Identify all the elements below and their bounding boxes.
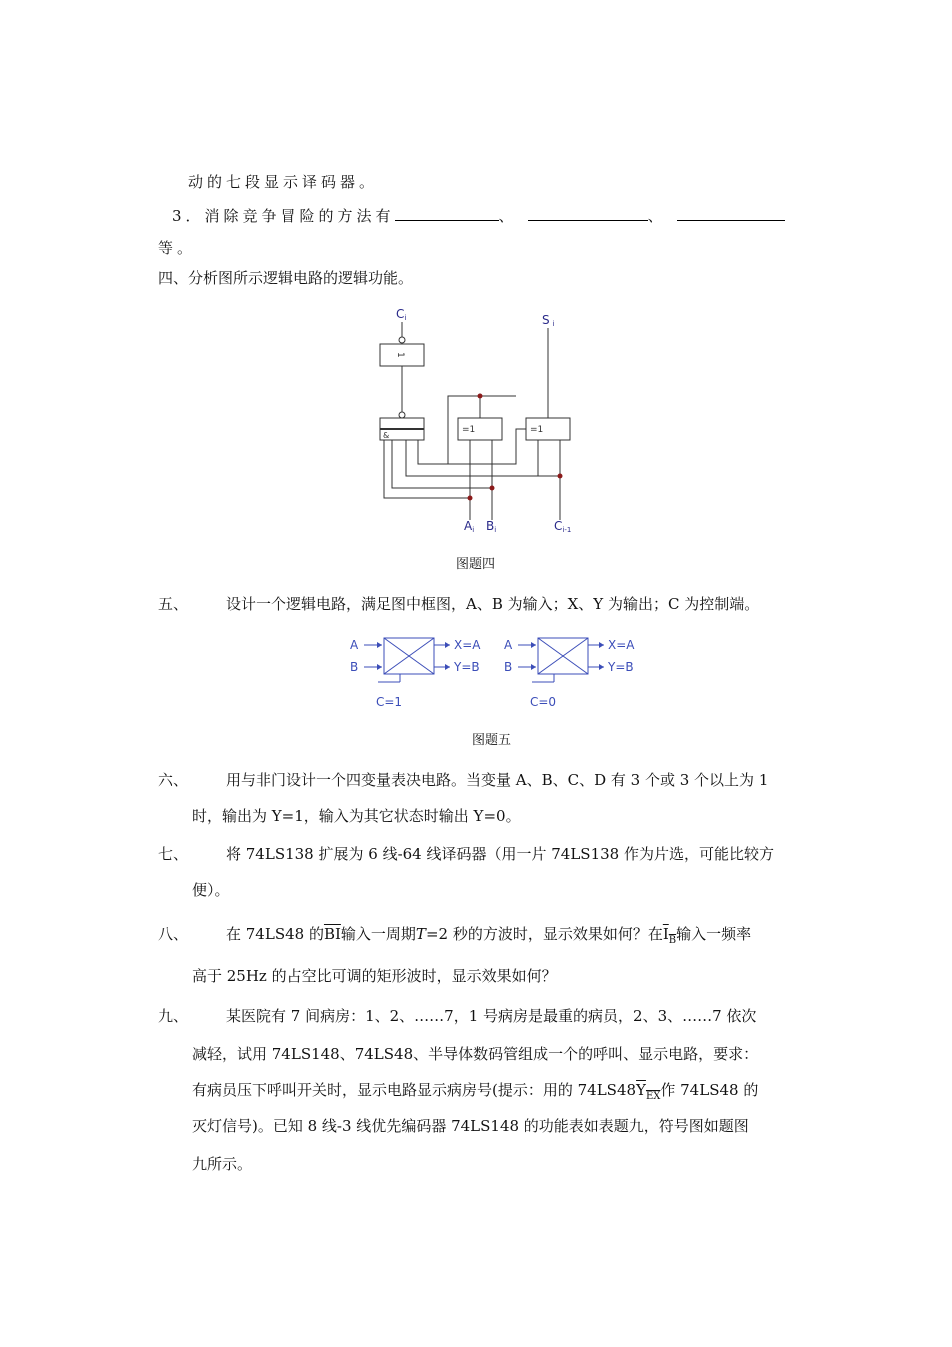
question-7-line-2: 便）。 <box>192 881 230 899</box>
question-9-line-5: 九所示。 <box>192 1155 253 1173</box>
logic-circuit-diagram <box>370 302 590 534</box>
answer-blank-1[interactable] <box>395 206 499 221</box>
output-x-label: X=A <box>454 638 481 652</box>
figure-5-caption: 图题五 <box>472 733 512 748</box>
xor-gate-1-label: =1 <box>462 425 476 435</box>
question-9-line-3 <box>192 1080 758 1103</box>
separator: 、 <box>647 207 667 225</box>
question-6-number: 六、 <box>158 771 189 789</box>
question-9-text: 有病员压下呼叫开关时，显示电路显示病房号(提示：用的 74LS48 <box>192 1081 637 1099</box>
output-y-label: Y=B <box>608 660 634 674</box>
question-8-text: 输入一周期 <box>340 925 416 943</box>
label-si: Si <box>542 313 555 328</box>
label-ai: Ai <box>464 519 475 534</box>
question-3-label: 3．消除竞争冒险的方法有 <box>172 207 395 225</box>
question-8-text: 在 74LS48 的 <box>226 925 324 943</box>
question-9-line-4: 灭灯信号)。已知 8 线-3 线优先编码器 74LS148 的功能表如表题九，符号图如题图 <box>192 1117 749 1135</box>
question-6-line-1: 用与非门设计一个四变量表决电路。当变量 A、B、C、D 有 3 个或 3 个以上为 1 <box>226 771 769 789</box>
question-7-line-1: 将 74LS138 扩展为 6 线-64 线译码器（用一片 74LS138 作为片选，可能比较方 <box>226 845 774 863</box>
not-gate-label: 1 <box>395 352 405 358</box>
separator: 、 <box>498 207 518 225</box>
period-symbol: T <box>415 925 426 943</box>
question-3 <box>172 206 785 226</box>
text-line: 等。 <box>158 239 197 257</box>
output-y-label: Y=B <box>454 660 480 674</box>
bi-overline-label: $\overline{BI}$ <box>323 925 341 943</box>
label-bi: Bi <box>486 519 497 534</box>
ib-overline-label: $I_B$ <box>662 925 677 946</box>
question-8-number: 八、 <box>158 925 189 943</box>
question-5-text: 设计一个逻辑电路，满足图中框图，A、B 为输入；X、Y 为输出；C 为控制端。 <box>226 595 760 613</box>
xor-gate-2-label: =1 <box>530 425 544 435</box>
question-9-number: 九、 <box>158 1007 189 1025</box>
label-ci-1: Ci-1 <box>554 519 572 534</box>
question-5-number: 五、 <box>158 595 189 613</box>
question-9-text: 作 74LS48 的 <box>660 1081 759 1099</box>
output-x-label: X=A <box>608 638 635 652</box>
question-7-number: 七、 <box>158 845 189 863</box>
question-6-line-2: 时，输出为 Y=1，输入为其它状态时输出 Y=0。 <box>192 807 521 825</box>
answer-blank-3[interactable] <box>677 206 785 221</box>
input-a-label: A <box>504 638 513 652</box>
question-9-line-1: 某医院有 7 间病房：1、2、……7，1 号病房是最重的病员，2、3、……7 依次 <box>226 1007 757 1025</box>
label-ci: Ci <box>396 307 407 322</box>
control-c1-label: C=1 <box>376 695 403 709</box>
question-8-text: =2 秒的方波时，显示效果如何？在 <box>425 925 663 943</box>
text-line: 动的七段显示译码器。 <box>188 173 379 191</box>
input-b-label: B <box>504 660 513 674</box>
question-8-line-2: 高于 25Hz 的占空比可调的矩形波时，显示效果如何？ <box>192 967 557 985</box>
figure-4-caption: 图题四 <box>456 557 496 572</box>
question-9-line-2: 减轻，试用 74LS148、74LS48、半导体数码管组成一个的呼叫、显示电路，要求： <box>192 1045 759 1063</box>
question-4-title: 四、分析图所示逻辑电路的逻辑功能。 <box>158 269 414 287</box>
control-c0-label: C=0 <box>530 695 557 709</box>
question-8-text: 输入一频率 <box>676 925 752 943</box>
input-b-label: B <box>350 660 359 674</box>
question-8-line-1 <box>226 924 751 947</box>
answer-blank-2[interactable] <box>528 206 648 221</box>
and-gate-label: & <box>383 431 390 440</box>
not-output-bubble <box>399 337 405 343</box>
input-a-label: A <box>350 638 359 652</box>
yex-overline-label: $Y_{EX}$ <box>636 1081 661 1102</box>
switch-block-diagram <box>340 630 650 714</box>
